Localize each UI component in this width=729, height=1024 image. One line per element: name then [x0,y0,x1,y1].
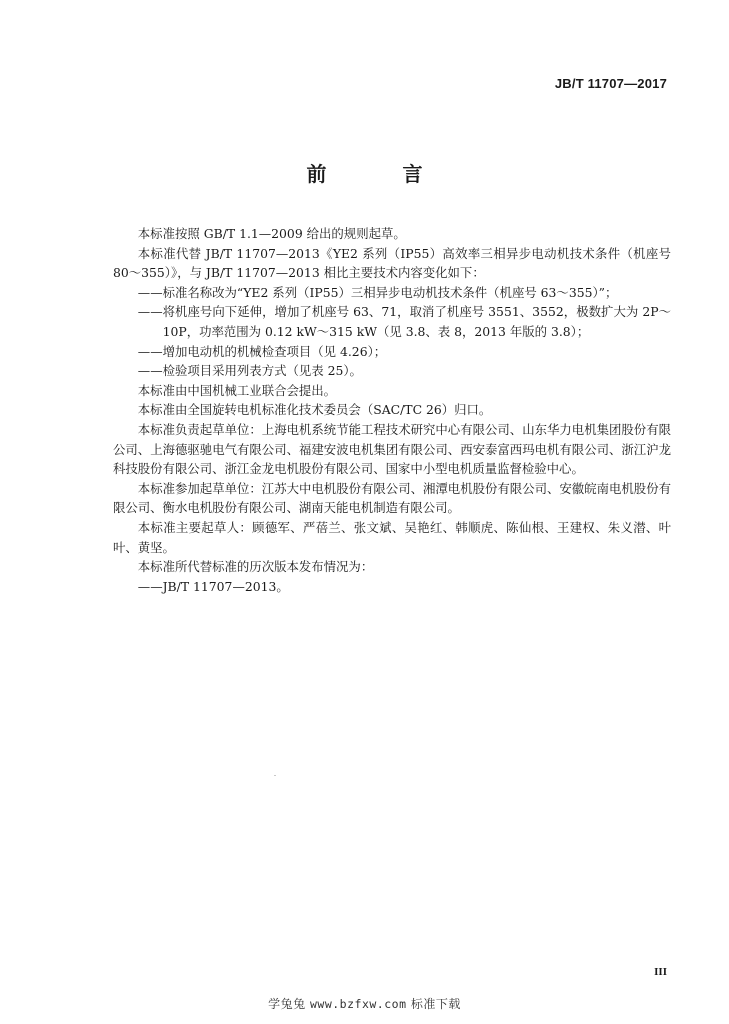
version-history-item: ——JB/T 11707—2013。 [137,578,289,594]
watermark-url: www.bzfxw.com [309,997,407,1011]
change-item-inspection-list: ——检验项目采用列表方式（见表 25）。 [137,363,362,379]
watermark [0,995,729,1012]
change-item-mechanical-check: ——增加电动机的机械检查项目（见 4.26）； [137,343,387,359]
paragraph-participating-drafters: 本标准参加起草单位：江苏大中电机股份有限公司、湘潭电机股份有限公司、安徽皖南电机股份有限公司、衡水电机股份有限公司、湖南天能电机制造有限公司。 [113,480,671,516]
paragraph-proposed-by: 本标准由中国机械工业联合会提出。 [137,382,337,398]
page-title: 前 言 [306,162,451,186]
page-number: III [654,966,667,978]
paragraph-lead-drafters: 本标准负责起草单位：上海电机系统节能工程技术研究中心有限公司、山东华力电机集团股份有限公司、上海德驱驰电气有限公司、福建安波电机集团有限公司、西安泰富西玛电机有限公司、浙江沪龙科技股份有限公司、浙江金龙电机股份有限公司、国家中小型电机质量监督检验中心。 [113,421,671,477]
preface-body [113,224,671,596]
paragraph-main-authors: 本标准主要起草人：顾德军、严蓓兰、张文斌、吴艳红、韩顺虎、陈仙根、王建权、朱义潜、叶叶、黄坚。 [113,519,671,555]
standard-code-header: JB/T 11707—2017 [554,76,667,91]
watermark-text: 标准下载 [410,997,461,1011]
paragraph-replaces: 本标准代替 JB/T 11707—2013《YE2 系列（IP55）高效率三相异步电动机技术条件（机座号 80～355）》，与 JB/T 11707—2013 相比主要技术内容变化如下： [113,245,671,281]
scan-speck [274,775,276,776]
change-item-title: ——标准名称改为“YE2 系列（IP55）三相异步电动机技术条件（机座号 63～355）”； [137,284,618,300]
paragraph-managed-by: 本标准由全国旋转电机标准化技术委员会（SAC/TC 26）归口。 [137,402,492,418]
change-item-frame-sizes: ——将机座号向下延伸，增加了机座号 63、71，取消了机座号 3551、3552，极数扩大为 2P～10P，功率范围为 0.12 kW～315 kW（见 3.8、表 8，2013 年版的 3.8）； [137,304,671,339]
paragraph-version-history: 本标准所代替标准的历次版本发布情况为： [137,559,374,575]
watermark-site: 学兔兔 [268,997,306,1011]
paragraph-drafting-rules: 本标准按照 GB/T 1.1—2009 给出的规则起草。 [137,226,406,241]
